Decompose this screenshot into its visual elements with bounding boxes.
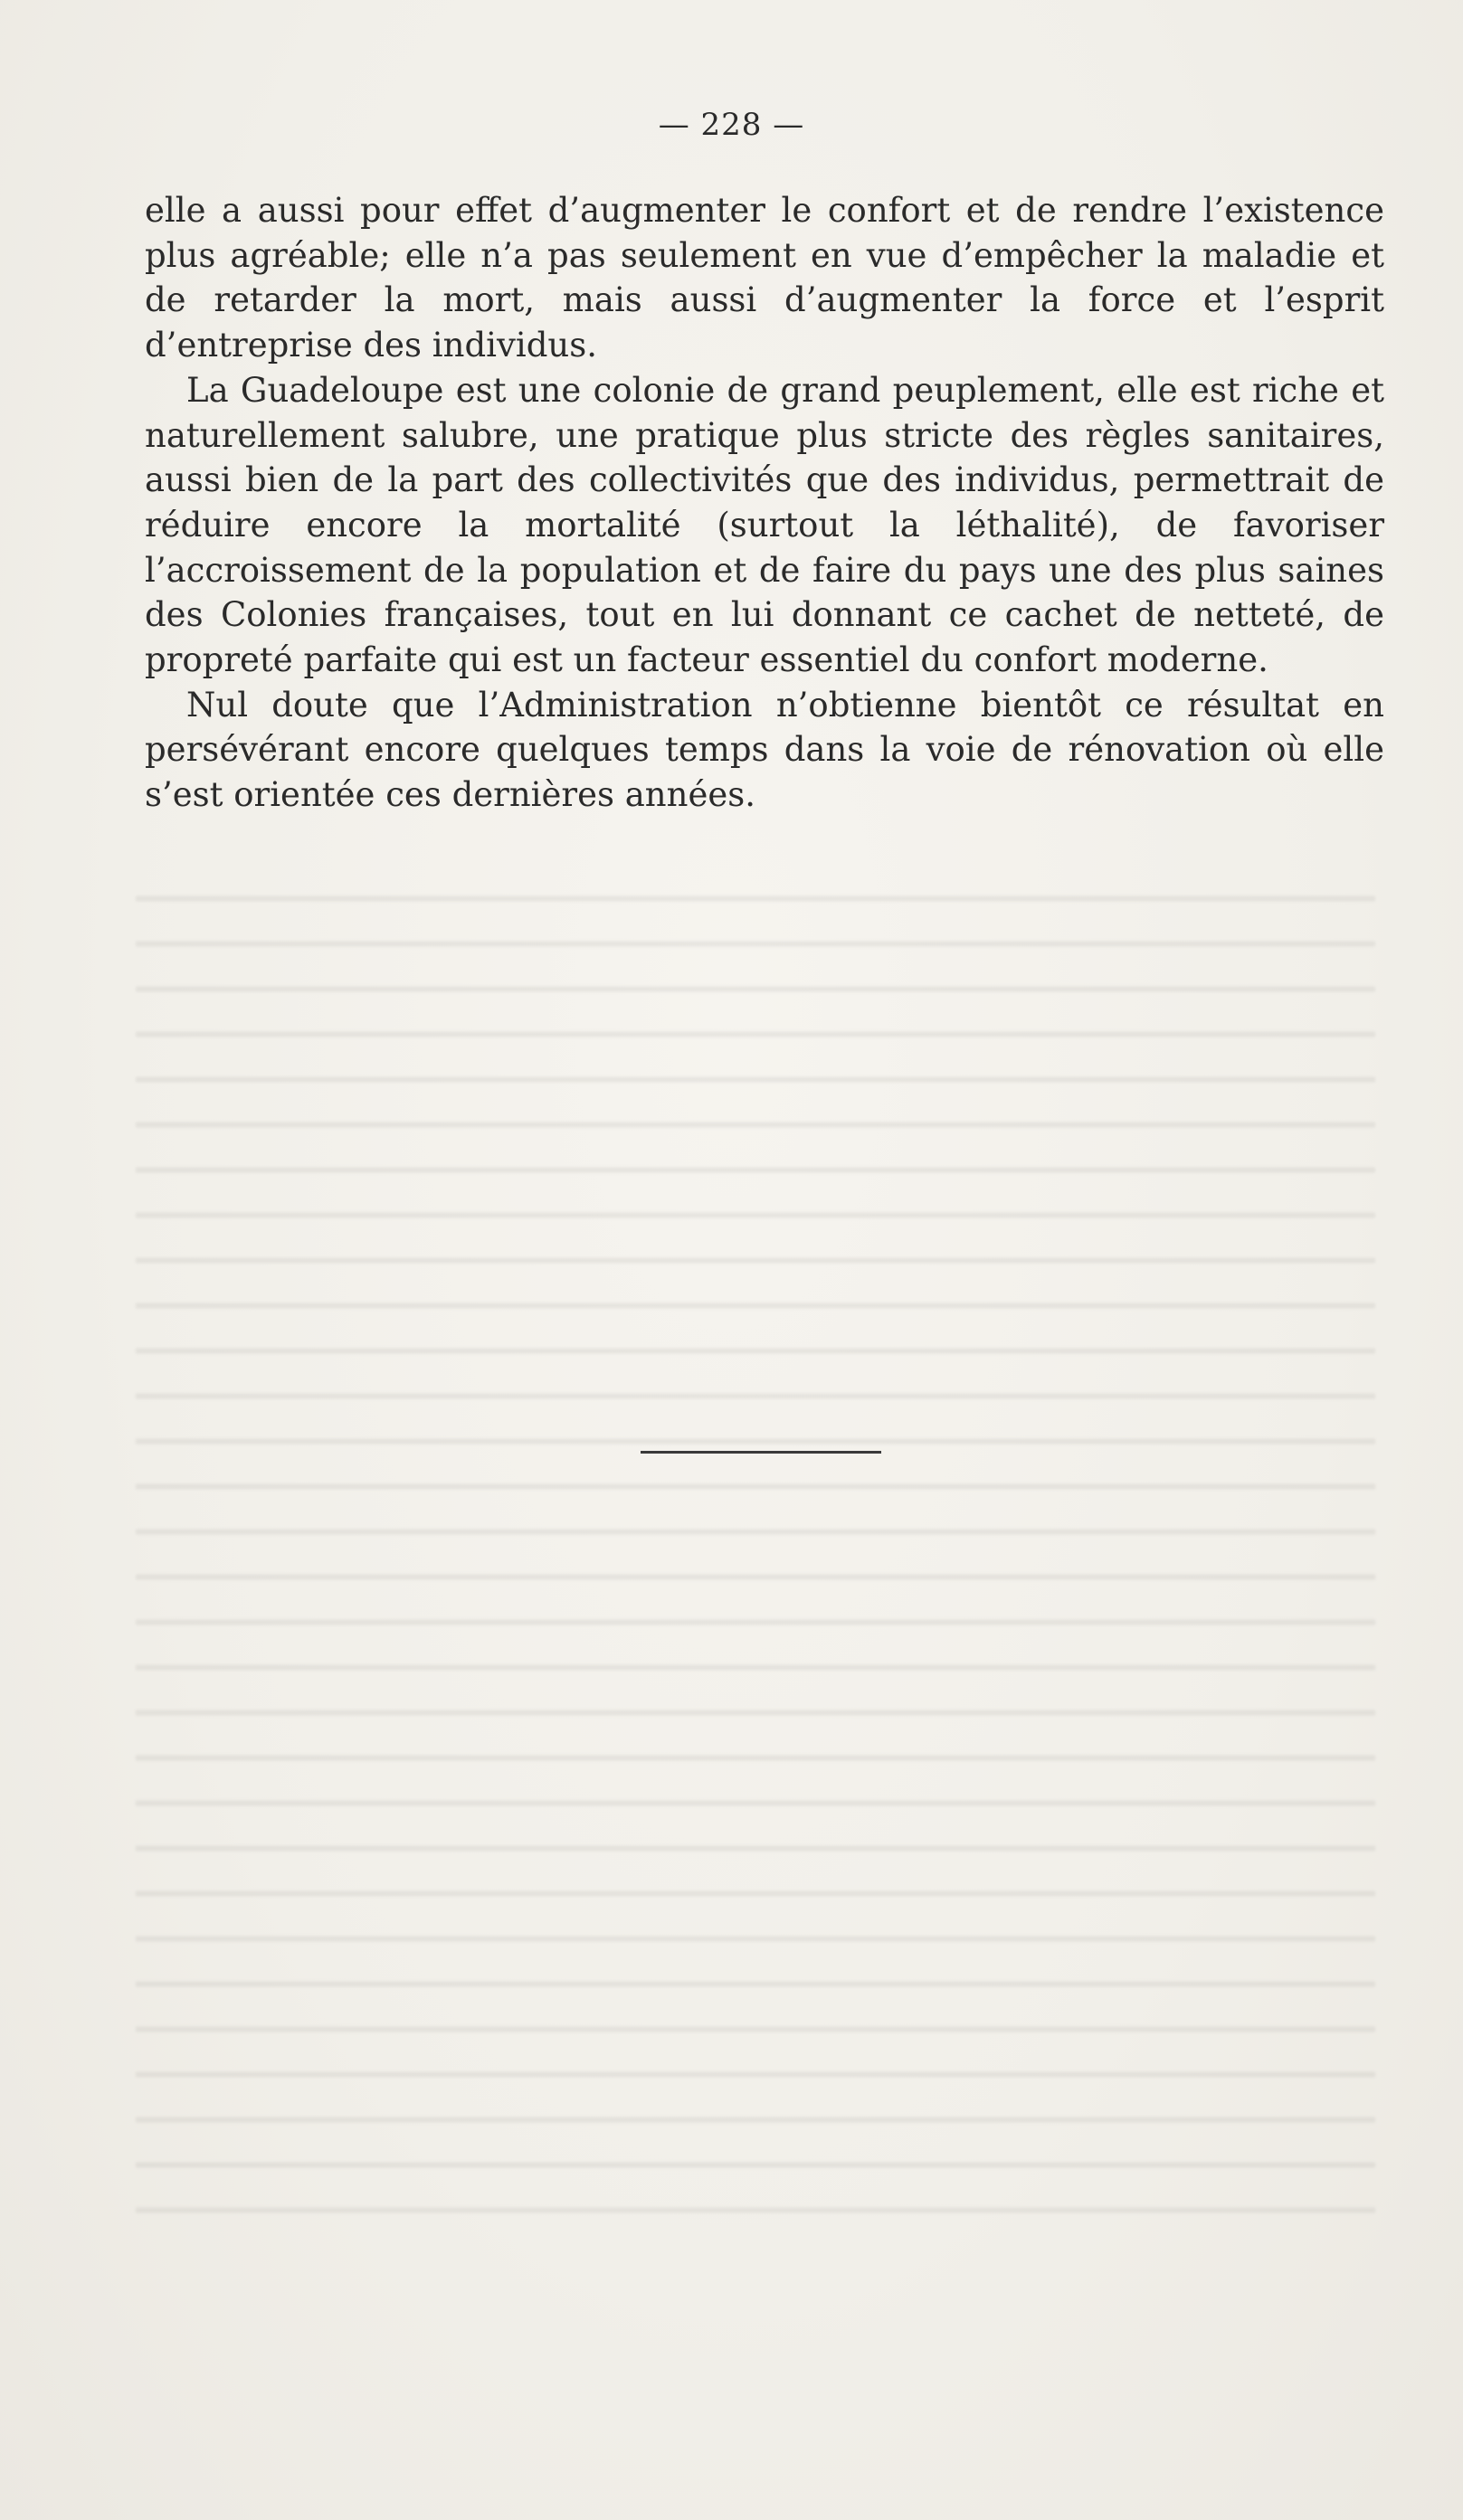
paragraph-1: elle a aussi pour effet d’augmenter le confort et de rendre l’existence plus agréable; elle n’a pas seulement en vue d’empêcher la maladie et de retarder la mort, mais aussi d’augmenter la force et l’esprit d’entreprise des individus.: [145, 191, 1384, 365]
page-number: — 228 —: [658, 107, 805, 143]
paragraph-2: La Guadeloupe est une colonie de grand peuplement, elle est riche et naturellement salubre, une pratique plus stricte des règles sanitaires, aussi bien de la part des collectivités que des individus, permettrait de réduire encore la mortalité (surtout la léthalité), de favoriser l’accroissement de la population et de faire du pays une des plus saines des Colonies françaises, tout en lui donnant ce cachet de netteté, de propreté parfaite qui est un facteur essentiel du confort moderne.: [145, 370, 1384, 680]
body-text: [145, 188, 1384, 818]
section-divider: [641, 1451, 881, 1454]
show-through-texture: [136, 868, 1375, 2243]
paragraph-3: Nul doute que l’Administration n’obtienne bientôt ce résultat en persévérant encore quelques temps dans la voie de rénovation où elle s’est orientée ces dernières années.: [145, 685, 1384, 815]
